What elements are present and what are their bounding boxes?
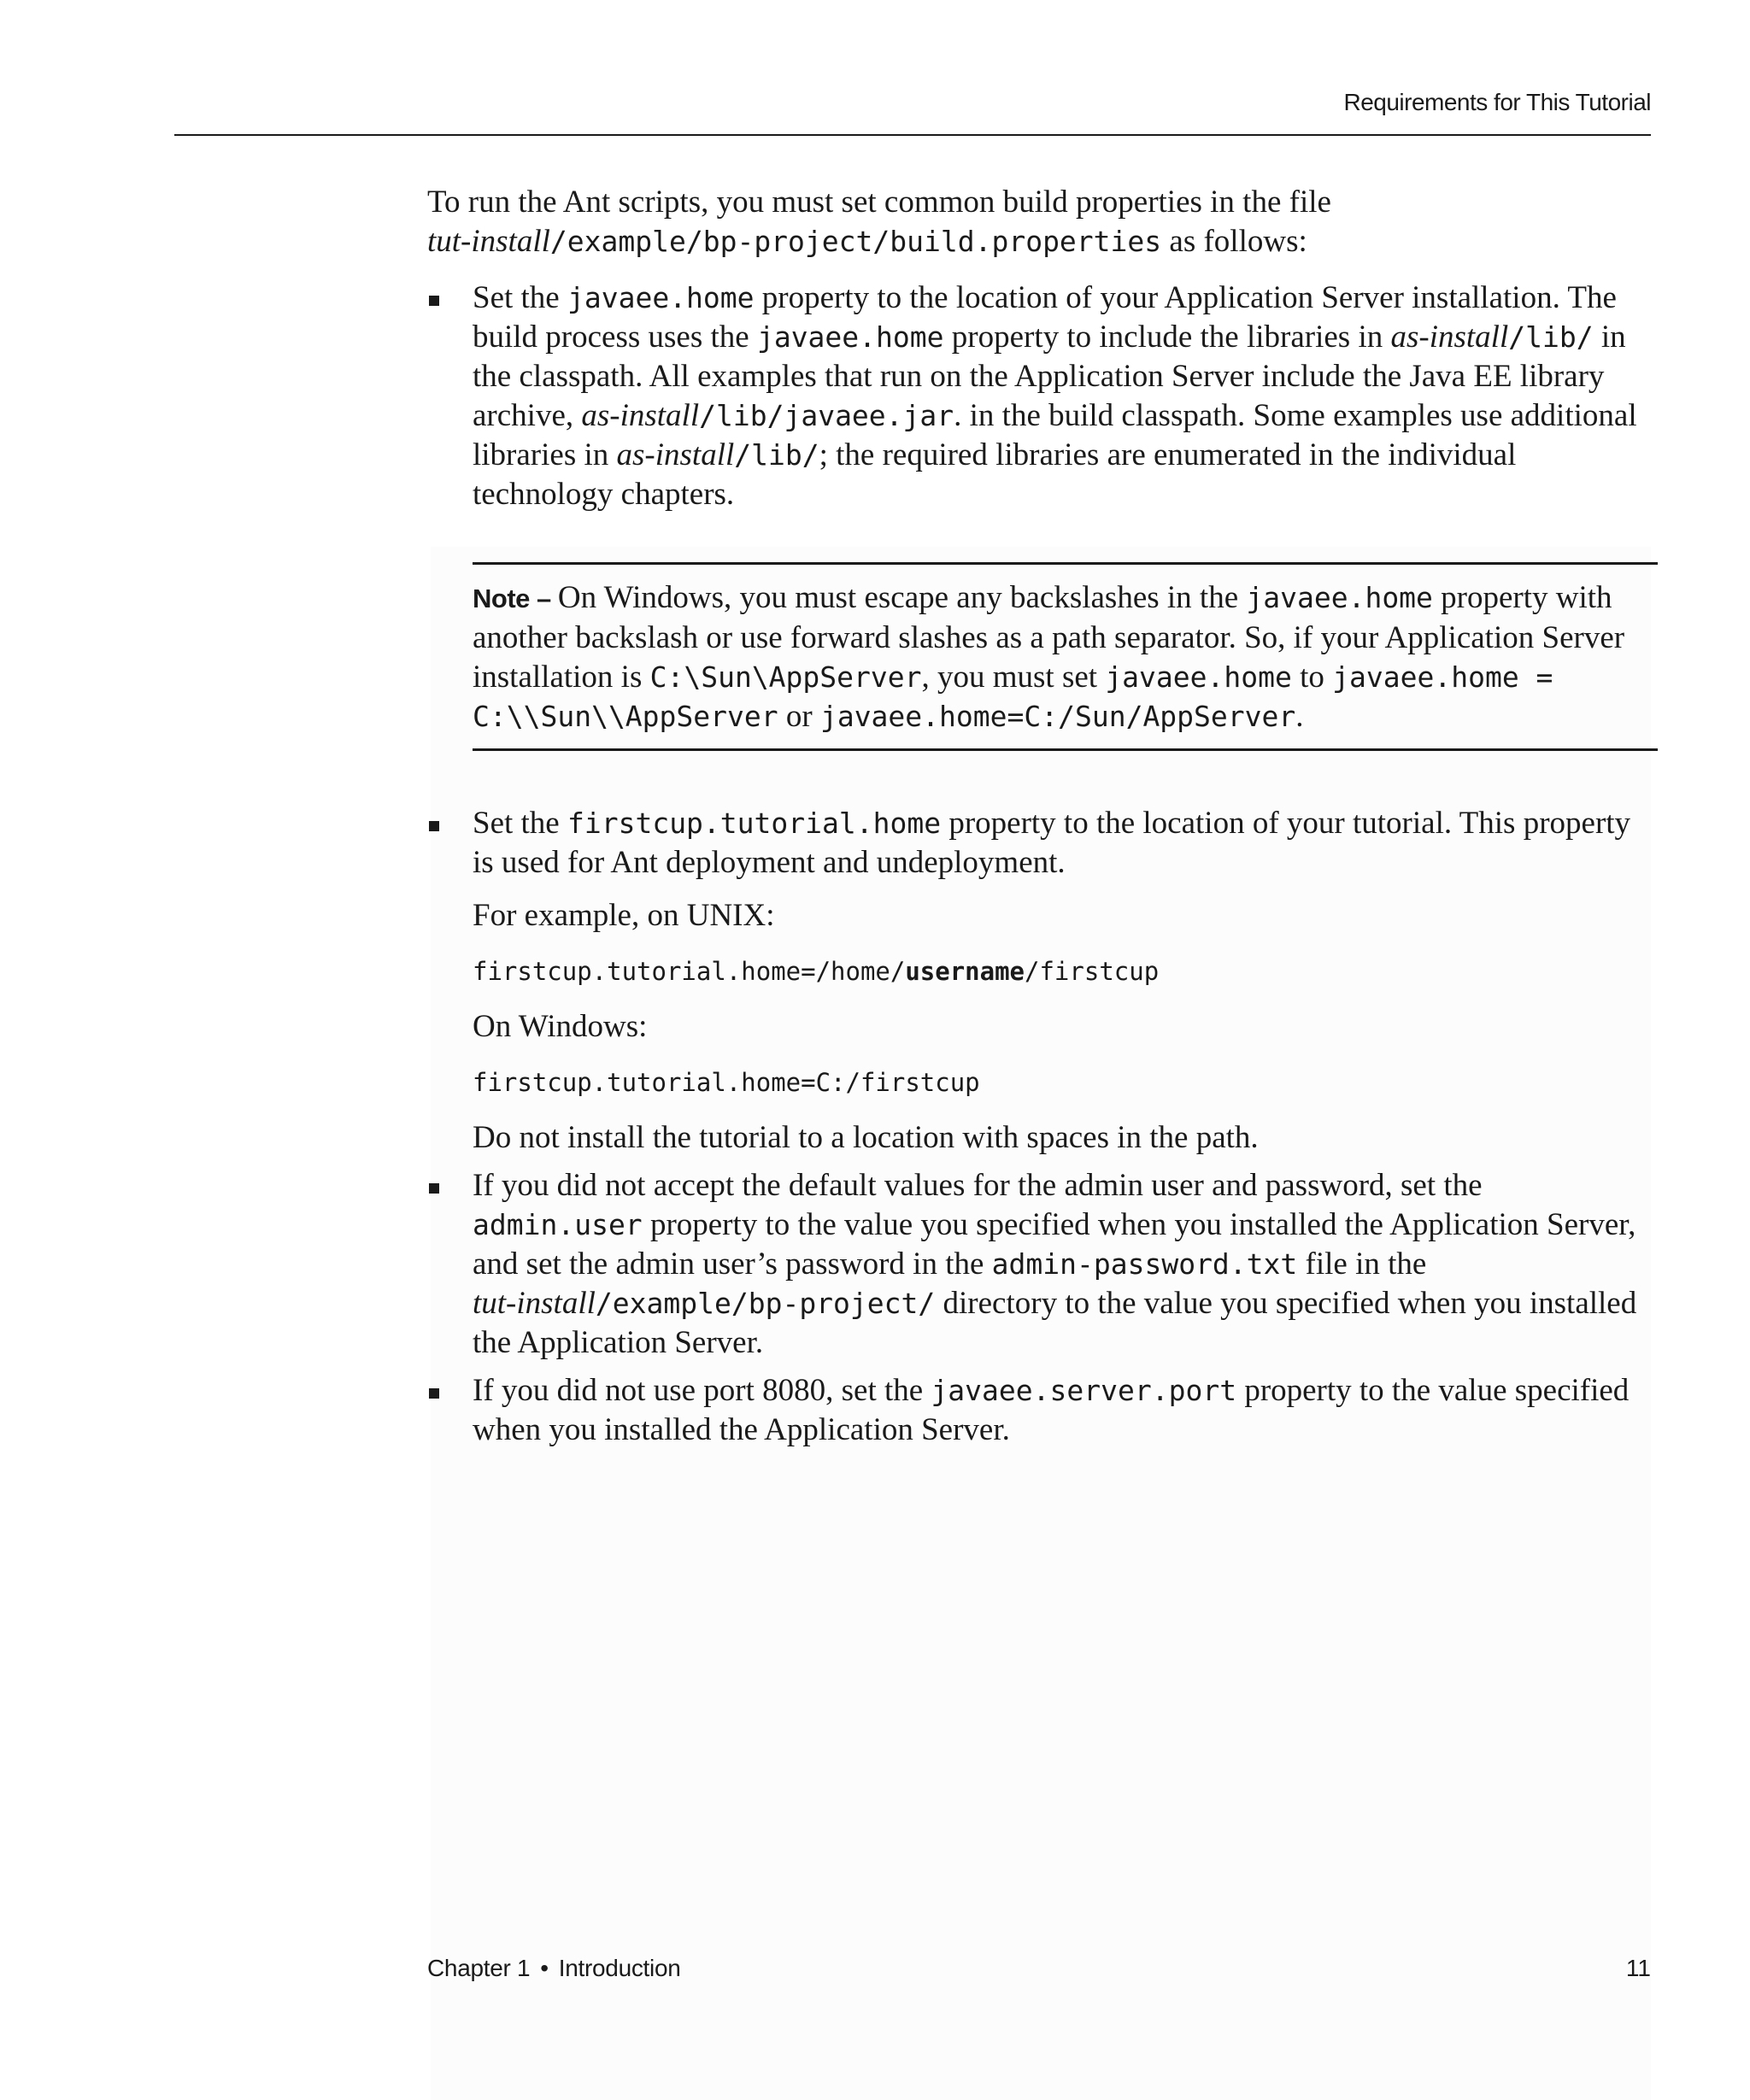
inline-code: javaee.server.port [931,1374,1237,1407]
list-item-admin-user: If you did not accept the default values for the admin user and password, set the admin.user property to the value you specified when you installed the Application Server, and set the admin user’s password in the admin-password.txt file in the tut-install/example/bp-project/ directory to the value you specified when you installed the Application Server. [427,1166,1658,1363]
footer-section: Introduction [558,1955,681,1981]
footer-chapter [427,1955,681,1982]
intro-paragraph [427,183,1658,261]
unix-example-label: For example, on UNIX: [473,898,775,933]
intro-text: To run the Ant scripts, you must set common build properties in the file [427,185,1331,220]
page-number: 11 [1625,1955,1651,1981]
page-content [427,183,1658,1458]
inline-code: javaee.home [567,281,755,314]
inline-code: C:\Sun\AppServer [649,660,922,694]
intro-path-italic: tut-install [427,224,550,259]
windows-code-example: firstcup.tutorial.home=C:/firstcup [473,1068,980,1097]
running-header: Requirements for This Tutorial [1343,89,1651,115]
footer-chapter-label: Chapter 1 [427,1955,531,1981]
property-list [427,279,1658,1450]
inline-code: javaee.home = C:\\Sun\\AppServer [473,660,1553,733]
inline-code: /lib/ [1508,320,1594,354]
intro-text-end: as follows: [1161,224,1307,259]
windows-example-label: On Windows: [473,1009,648,1044]
intro-path-code: /example/bp-project/build.properties [549,225,1162,258]
list-item-firstcup-home: Set the firstcup.tutorial.home property to the location of your tutorial. This property is used for Ant deployment and undeployment. For example, on UNIX: firstcup.tutorial.home=/home/username/firstcup On Windows: firstcup.tutorial.home=C:/firstcup Do not install the tutorial to a location with spaces in the path. [427,804,1658,1158]
inline-code: firstcup.tutorial.home [567,807,942,840]
inline-code: admin-password.txt [991,1247,1298,1281]
header-rule [174,134,1651,136]
inline-code: javaee.home [1105,660,1292,694]
inline-code: javaee.home [1246,581,1433,614]
list-item-server-port: If you did not use port 8080, set the javaee.server.port property to the value specified when you installed the Application Server. [427,1371,1658,1450]
inline-code: admin.user [473,1208,643,1241]
inline-code: /lib/javaee.jar [699,399,954,432]
footer-separator: • [540,1955,549,1981]
list-item-javaee-home: Set the javaee.home property to the location of your Application Server installation. The build process uses the javaee.home property to include the libraries in as-install/lib/ in the classpath. All examples that run on the Application Server include the Java EE library archive, as-install/lib/javaee.jar. in the build classpath. Some examples use additional libraries in as-install/lib/; the required libraries are enumerated in the individual technology chapters. Note – On Windows, you must escape any backslashes in the javaee.home property with another backslash or use forward slashes as a path separator. So, if your Application Server installation is C:\Sun\AppServer, you must set javaee.home to javaee.home = C:\\Sun\\AppServer or javaee.home=C:/Sun/AppServer. [427,279,1658,751]
windows-note: Note – On Windows, you must escape any backslashes in the javaee.home property with another backslash or use forward slashes as a path separator. So, if your Application Server installation is C:\Sun\AppServer, you must set javaee.home to javaee.home = C:\\Sun\\AppServer or javaee.home=C:/Sun/AppServer. [473,562,1658,751]
unix-code-example: firstcup.tutorial.home=/home/username/firstcup [473,957,1160,986]
inline-code: javaee.home [756,320,944,354]
spaces-warning: Do not install the tutorial to a location with spaces in the path. [473,1120,1259,1155]
inline-code: javaee.home=C:/Sun/AppServer [819,700,1296,733]
inline-code: /example/bp-project/ [595,1287,936,1320]
note-label: Note – [473,584,558,613]
inline-code: /lib/ [734,438,819,472]
